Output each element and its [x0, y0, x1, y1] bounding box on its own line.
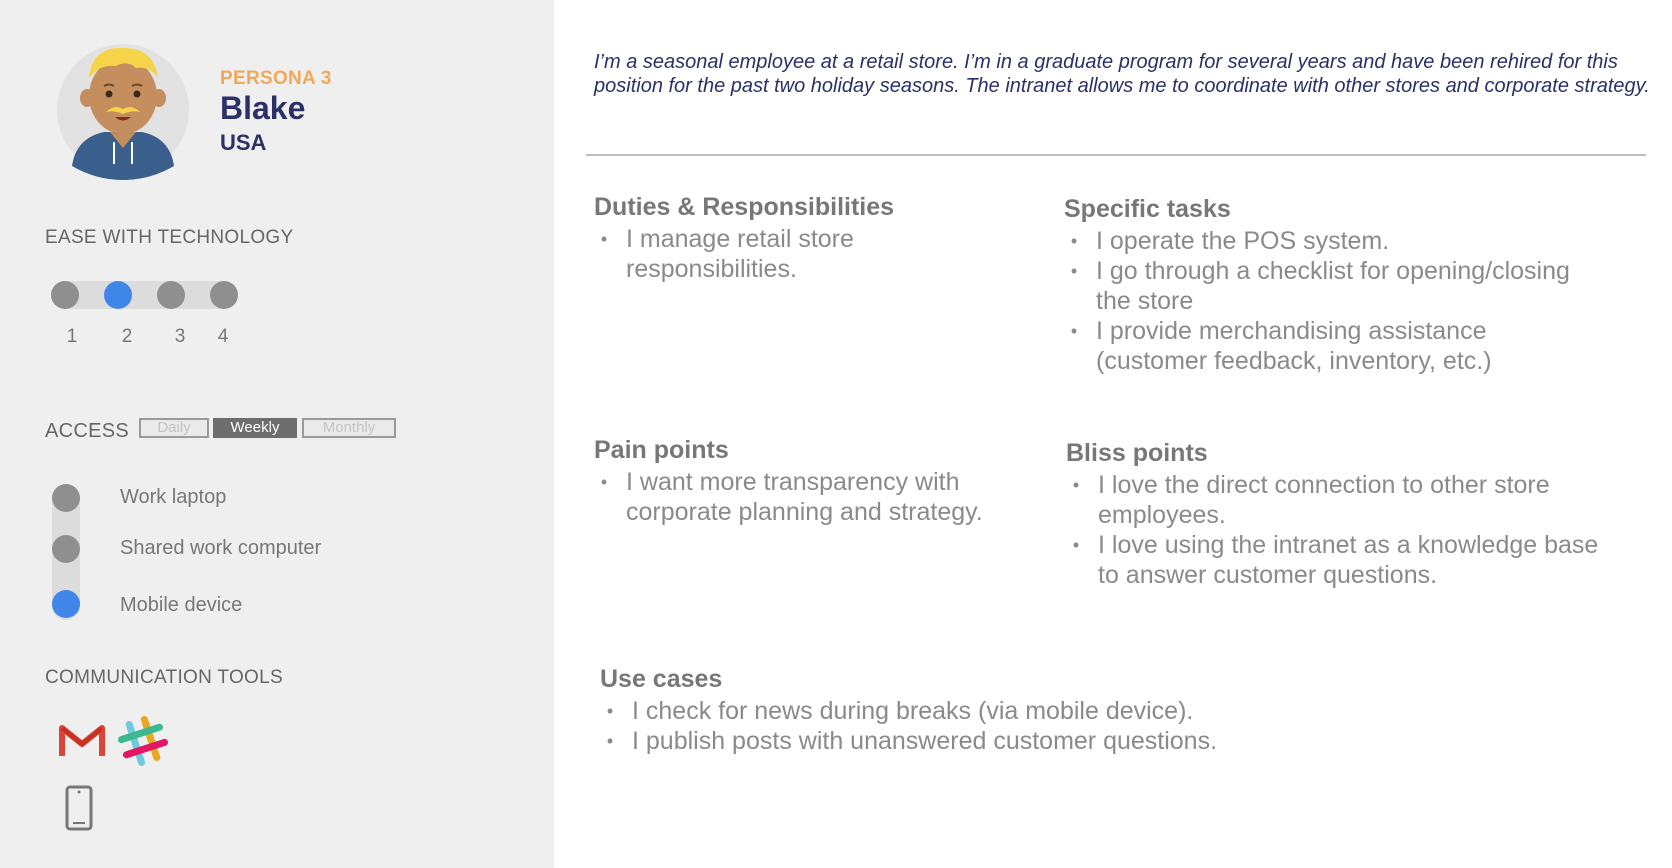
- persona-name: Blake: [220, 90, 306, 126]
- list-item-text: I want more transparency with corporate planning and strategy.: [626, 468, 983, 526]
- slack-icon: [118, 716, 168, 766]
- list-item-text: I provide merchandising assistance (customer feedback, inventory, etc.): [1096, 317, 1492, 375]
- bullet-icon: •: [606, 731, 614, 751]
- list-item: [594, 467, 1014, 527]
- list-item: [1064, 256, 1584, 316]
- duties-section: [594, 193, 1014, 284]
- bliss-points-section: [1066, 439, 1626, 590]
- persona-number: PERSONA 3: [220, 68, 332, 89]
- person-avatar-icon: [54, 38, 192, 180]
- list-item: [594, 224, 1014, 284]
- list-item: [600, 726, 1500, 756]
- list-item: [1064, 316, 1584, 376]
- gmail-icon: [58, 720, 106, 760]
- access-device-label: Mobile device: [120, 594, 243, 616]
- persona-sidebar: [0, 0, 554, 868]
- persona-quote: I’m a seasonal employee at a retail store. I’m in a graduate program for several years and have been rehired for this position for the past two holiday seasons. The intranet allows me to coordinate with other stores and corporate strategy.: [594, 51, 1650, 97]
- bullet-icon: •: [1070, 261, 1078, 281]
- ease-level-1-dot: [51, 281, 79, 309]
- bullet-icon: •: [1072, 475, 1080, 495]
- access-mobile-device-dot: [52, 590, 80, 618]
- section-heading: Bliss points: [1066, 439, 1208, 467]
- bliss-points-list: [1066, 470, 1626, 590]
- use-cases-list: [600, 696, 1500, 756]
- access-tab-weekly: Weekly: [213, 418, 297, 438]
- list-item: [600, 696, 1500, 726]
- list-item-text: I publish posts with unanswered customer questions.: [632, 727, 1218, 755]
- list-item-text: I love the direct connection to other store employees.: [1098, 471, 1550, 529]
- ease-level-4-dot: [210, 281, 238, 309]
- list-item-text: I operate the POS system.: [1096, 227, 1390, 255]
- bullet-icon: •: [600, 229, 608, 249]
- bullet-icon: •: [606, 701, 614, 721]
- pain-points-section: [594, 436, 1014, 527]
- section-heading: Pain points: [594, 436, 729, 464]
- access-device-label: Shared work computer: [120, 537, 322, 559]
- list-item-text: I love using the intranet as a knowledge base to answer customer questions.: [1098, 531, 1599, 589]
- access-tab-daily: Daily: [139, 418, 209, 438]
- persona-country: USA: [220, 130, 267, 155]
- access-shared-computer-dot: [52, 535, 80, 563]
- ease-level-3-label: 3: [174, 326, 186, 347]
- list-item-text: I go through a checklist for opening/closing the store: [1096, 257, 1570, 315]
- list-item-text: I check for news during breaks (via mobile device).: [632, 697, 1194, 725]
- bullet-icon: •: [600, 472, 608, 492]
- ease-level-3-dot: [157, 281, 185, 309]
- list-item: [1066, 470, 1626, 530]
- pain-points-list: [594, 467, 1014, 527]
- list-item-text: I manage retail store responsibilities.: [626, 225, 854, 283]
- mobile-phone-icon: [64, 784, 94, 832]
- bullet-icon: •: [1070, 321, 1078, 341]
- section-heading: Specific tasks: [1064, 195, 1231, 223]
- ease-title: EASE WITH TECHNOLOGY: [45, 227, 294, 248]
- duties-list: [594, 224, 1014, 284]
- ease-level-2-label: 2: [121, 326, 133, 347]
- access-tab-monthly: Monthly: [302, 418, 396, 438]
- use-cases-section: [600, 665, 1500, 756]
- bullet-icon: •: [1070, 231, 1078, 251]
- bullet-icon: •: [1072, 535, 1080, 555]
- ease-level-1-label: 1: [66, 326, 78, 347]
- access-title: ACCESS: [45, 420, 130, 442]
- communication-title: COMMUNICATION TOOLS: [45, 667, 283, 688]
- list-item: [1064, 226, 1584, 256]
- tasks-section: [1064, 195, 1584, 376]
- access-device-label: Work laptop: [120, 486, 227, 508]
- ease-level-4-label: 4: [217, 326, 229, 347]
- list-item: [1066, 530, 1626, 590]
- tasks-list: [1064, 226, 1584, 376]
- divider: [586, 154, 1646, 156]
- section-heading: Duties & Responsibilities: [594, 193, 895, 221]
- access-work-laptop-dot: [52, 484, 80, 512]
- ease-level-2-dot: [104, 281, 132, 309]
- section-heading: Use cases: [600, 665, 723, 693]
